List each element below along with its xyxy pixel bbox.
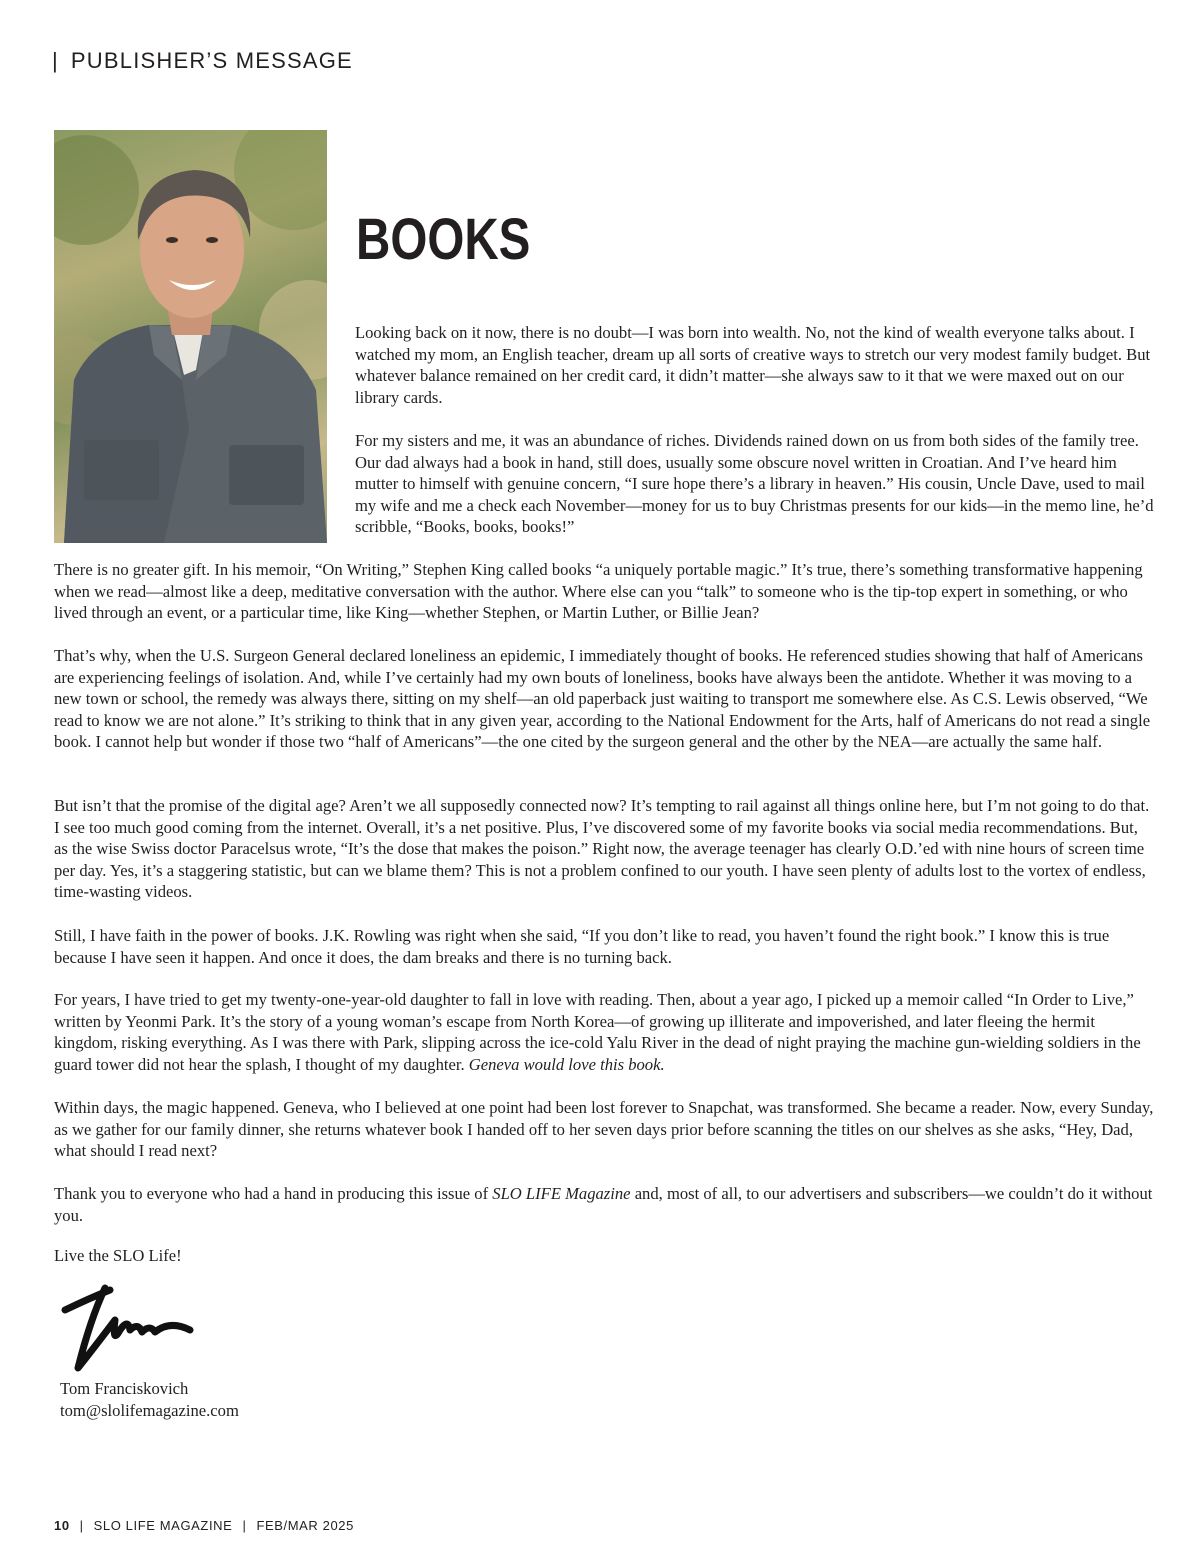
page-number: 10 [54,1518,70,1533]
body-paragraph-6: Within days, the magic happened. Geneva, who I believed at one point had been lost forever to Snapchat, was transformed. She became a reader. Now, every Sunday, as we gather for our family dinner, she returns whatever book I handed off to her seven days prior before scanning the titles on our shelves as she asks, “Hey, Dad, what should I read next? [54,1098,1154,1161]
footer-divider-2: | [242,1518,247,1533]
body-paragraph-5 [54,989,1154,1075]
thanks-text-before: Thank you to everyone who had a hand in producing this issue of [54,1184,493,1203]
body-paragraph-7 [54,1183,1154,1226]
publisher-photo [54,130,327,543]
signoff: Live the SLO Life! [54,1246,182,1265]
article-title: BOOKS [356,207,531,272]
thanks-text-after: and, most of all, to our advertisers and subscribers—we couldn’t do it without you. [54,1184,1153,1225]
section-divider: | [52,48,59,73]
daughter-paragraph-text: For years, I have tried to get my twenty-one-year-old daughter to fall in love with reading. Then, about a year ago, I picked up a memoir called “In Order to Live,” written by Yeonmi Park. It’s the story of a young woman’s escape from North Korea—of growing up illiterate and impoverished, and later fleeing the hermit kingdom, risking everything. As I was there with Park, slipping across the ice-cold Yalu River in the dead of night praying the machine gun-wielding soldiers in the guard tower did not hear the splash, I thought of my daughter. [54,990,1141,1074]
section-header [52,48,353,74]
daughter-paragraph-italic: Geneva would love this book. [468,1054,665,1074]
signature-email[interactable]: tom@slolifemagazine.com [60,1401,239,1420]
page-footer [54,1518,354,1533]
intro-paragraph-1: Looking back on it now, there is no doubt—I was born into wealth. No, not the kind of wealth everyone talks about. I watched my mom, an English teacher, dream up all sorts of creative ways to stretch our very modest family budget. But whatever balance remained on her credit card, it didn’t matter—she always saw to it that we were maxed out on our library cards. [355,323,1151,407]
section-label: PUBLISHER’S MESSAGE [70,48,353,73]
body-paragraph-1: There is no greater gift. In his memoir, “On Writing,” Stephen King called books “a uniquely portable magic.” It’s true, there’s something transformative happening when we read—almost like a deep, meditative conversation with the author. Where else can you “talk” to someone who is the tip-top expert in something, or who lived through an event, or a particular time, like King—whether Stephen, or Martin Luther, or Billie Jean? [54,560,1143,623]
body-paragraph-2: That’s why, when the U.S. Surgeon General declared loneliness an epidemic, I immediately thought of books. He referenced studies showing that half of Americans are experiencing feelings of isolation. And, while I’ve certainly had my own bouts of loneliness, books have always been the antidote. Whether it was moving to a new town or school, the remedy was always there, sitting on my shelf—an old paperback just waiting to transport me somewhere else. As C.S. Lewis observed, “We read to know we are not alone.” It’s striking to think that in any given year, according to the National Endowment for the Arts, half of Americans do not read a single book. I cannot help but wonder if those two “half of Americans”—the one cited by the surgeon general and the other by the NEA—are actually the same half. [54,646,1151,752]
body-paragraph-4: Still, I have faith in the power of books. J.K. Rowling was right when she said, “If you don’t like to read, you haven’t found the right book.” I know this is true because I have seen it happen. And once it does, the dam breaks and there is no turning back. [54,926,1110,967]
intro-paragraph-2: For my sisters and me, it was an abundance of riches. Dividends rained down on us from both sides of the family tree. Our dad always had a book in hand, still does, usually some obscure novel written in Croatian. And I’ve heard him mutter to himself with genuine concern, “I sure hope there’s a library in heaven.” His cousin, Uncle Dave, used to mail my wife and me a check each November—money for us to buy Christmas presents for our kids—in the memo line, he’d scribble, “Books, books, books!” [355,431,1154,537]
body-paragraph-3: But isn’t that the promise of the digital age? Aren’t we all supposedly connected now? It’s tempting to rail against all things online here, but I’m not going to do that. I see too much good coming from the internet. Overall, it’s a net positive. Plus, I’ve discovered some of my favorite books via social media recommendations. But, as the wise Swiss doctor Paracelsus wrote, “It’s the dose that makes the poison.” Right now, the average teenager has clearly O.D.’ed with nine hours of screen time per day. Yes, it’s a staggering statistic, but can we blame them? This is not a problem confined to our youth. I have seen plenty of adults lost to the vortex of endless, time-wasting videos. [54,796,1150,902]
magazine-name-italic: SLO LIFE Magazine [492,1184,631,1203]
signature-name: Tom Franciskovich [60,1379,189,1398]
footer-magazine: SLO LIFE MAGAZINE [93,1518,233,1533]
handwritten-signature [60,1280,200,1375]
footer-issue: FEB/MAR 2025 [256,1518,354,1533]
footer-divider: | [79,1518,84,1533]
